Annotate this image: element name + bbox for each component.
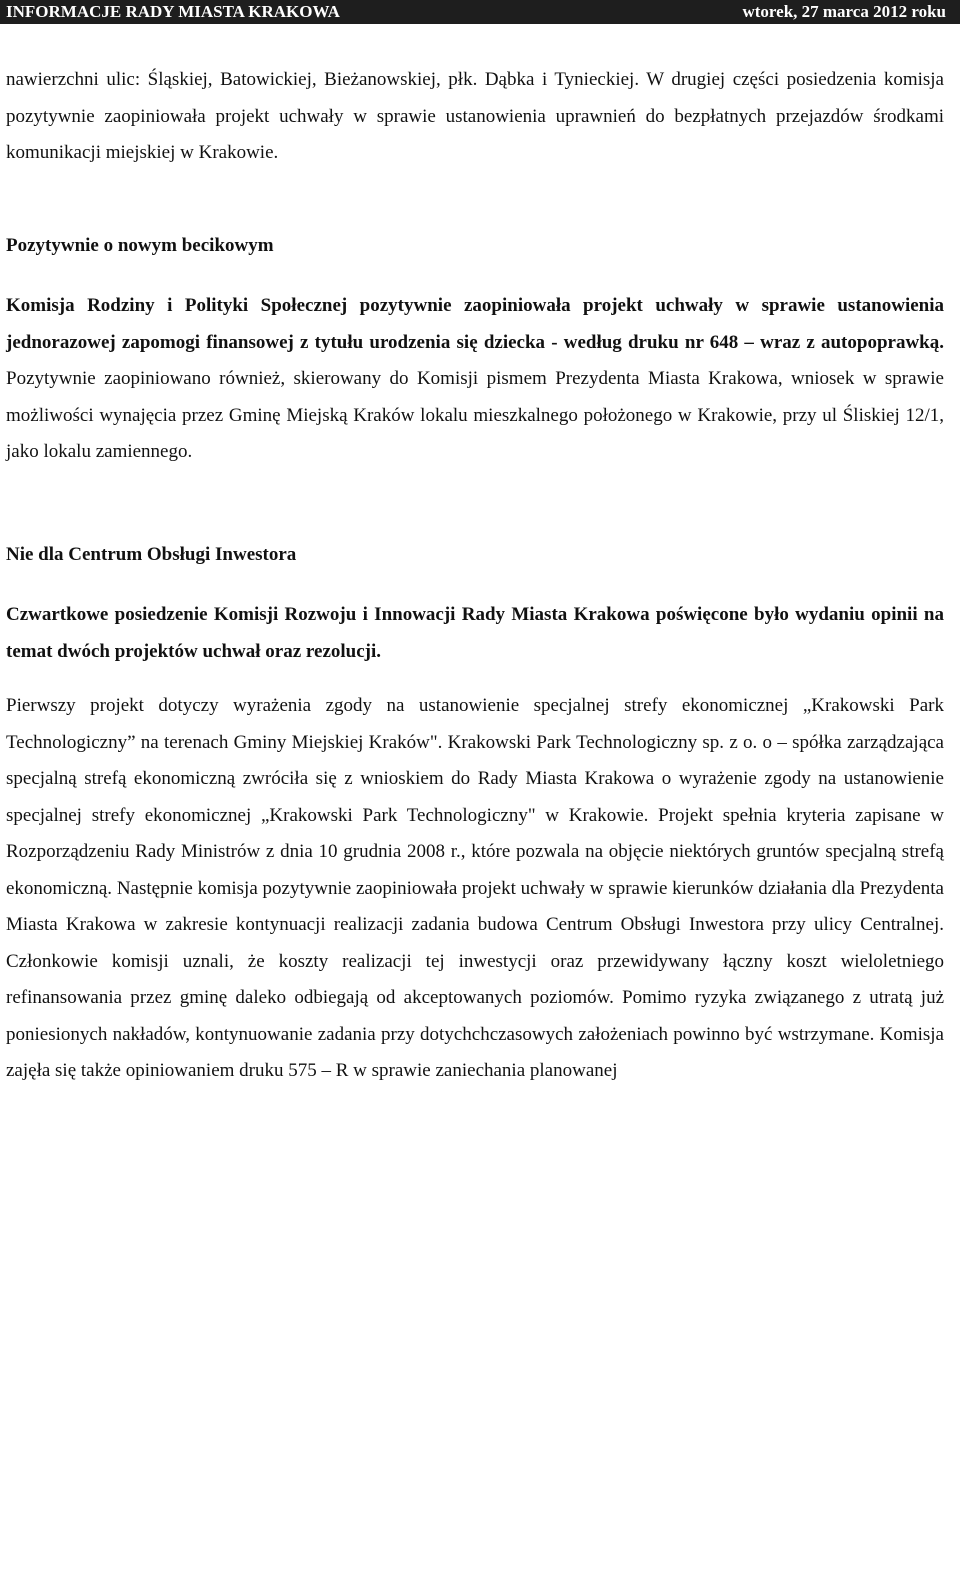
paragraph-intro: nawierzchni ulic: Śląskiej, Batowickiej, Bieżanowskiej, płk. Dąbka i Tynieckiej. W drugiej części posiedzenia komisja pozytywnie zaopiniowała projekt uchwały w sprawie ustanowienia uprawnień do bezpłatnych przejazdów środkami komunikacji miejskiej w Krakowie.	[6, 69, 944, 163]
paragraph-projekty: Pierwszy projekt dotyczy wyrażenia zgody na ustanowienie specjalnej strefy ekonomicznej „Krakowski Park Technologiczny” na terenach Gminy Miejskiej Kraków". Krakowski Park Technologiczny sp. z o. o – spółka zarządzająca specjalną strefą ekonomiczną zwróciła się z wnioskiem do Rady Miasta Krakowa o wyrażenie zgody na ustanowienie specjalnej strefy ekonomicznej „Krakowski Park Technologiczny" w Krakowie. Projekt spełnia kryteria zapisane w Rozporządzeniu Rady Ministrów z dnia 10 grudnia 2008 r., które pozwala na objęcie niektórych gruntów specjalną strefą ekonomiczną. Następnie komisja pozytywnie zaopiniowała projekt uchwały w sprawie kierunków działania dla Prezydenta Miasta Krakowa w zakresie kontynuacji realizacji zadania budowa Centrum Obsługi Inwestora przy ulicy Centralnej. Członkowie komisji uznali, że koszty realizacji tej inwestycji oraz przewidywany łączny koszt wieloletniego refinansowania przez gminę daleko odbiegają od akceptowanych poziomów. Pomimo ryzyka związanego z utratą już poniesionych nakładów, kontynuowanie zadania przy dotychchczasowych założeniach powinno być wstrzymane. Komisja zajęła się także opiniowaniem druku 575 – R w sprawie zaniechania planowanej	[6, 695, 944, 1081]
section-heading-becikowe: Pozytywnie o nowym becikowym	[6, 234, 274, 256]
paragraph-komisja-rodziny	[6, 288, 944, 471]
paragraph-lead-rozwoju: Czwartkowe posiedzenie Komisji Rozwoju i Innowacji Rady Miasta Krakowa poświęcone było wydaniu opinii na temat dwóch projektów uchwał oraz rezolucji.	[6, 604, 944, 662]
article-body	[6, 62, 944, 1090]
header-date: wtorek, 27 marca 2012 roku	[742, 2, 946, 21]
section-heading-centrum: Nie dla Centrum Obsługi Inwestora	[6, 543, 297, 565]
paragraph-lead-bold: Komisja Rodziny i Polityki Społecznej pozytywnie zaopiniowała projekt uchwały w sprawie ustanowienia jednorazowej zapomogi finansowej z tytułu urodzenia się dziecka - według druku nr 648 – wraz z autopoprawką.	[6, 295, 944, 353]
paragraph-continuation: Pozytywnie zaopiniowano również, skierowany do Komisji pismem Prezydenta Miasta Krakowa, wniosek w sprawie możliwości wynajęcia przez Gminę Miejską Kraków lokalu mieszkalnego położonego w Krakowie, przy ul Śliskiej 12/1, jako lokalu zamiennego.	[6, 368, 944, 462]
header-title: INFORMACJE RADY MIASTA KRAKOWA	[6, 2, 340, 21]
page-header	[0, 0, 960, 24]
